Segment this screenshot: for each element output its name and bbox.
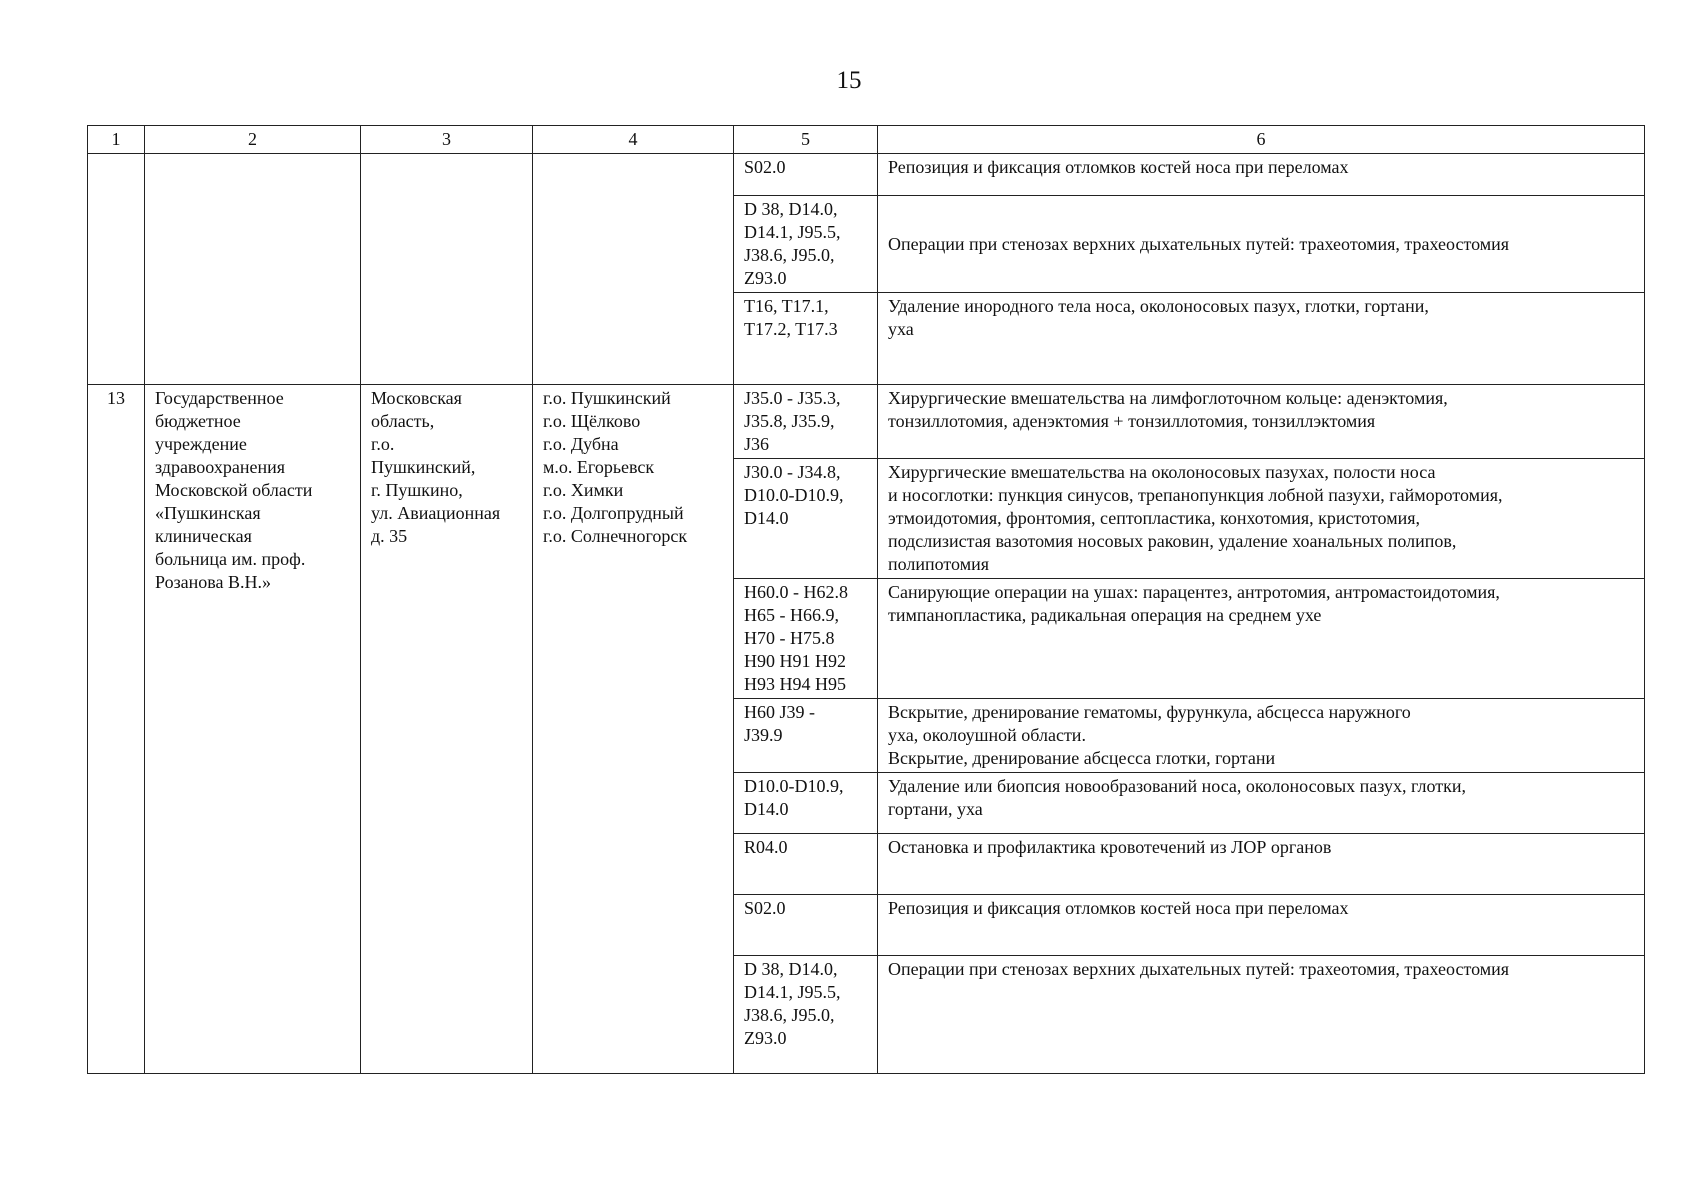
column-header: 4 — [533, 126, 734, 154]
column-header: 3 — [361, 126, 533, 154]
icd-codes-cell: S02.0 — [734, 895, 878, 956]
column-header: 5 — [734, 126, 878, 154]
empty-districts-cell — [533, 154, 734, 385]
page-number: 15 — [836, 67, 862, 94]
icd-codes-cell: D 38, D14.0, D14.1, J95.5, J38.6, J95.0, Z93.0 — [734, 956, 878, 1074]
table-row — [88, 154, 1645, 196]
empty-organization-cell — [145, 154, 361, 385]
entry-number-cell: 13 — [88, 385, 145, 1074]
address-cell: Московская область, г.о. Пушкинский, г. Пушкино, ул. Авиационная д. 35 — [361, 385, 533, 1074]
empty-address-cell — [361, 154, 533, 385]
procedure-cell: Вскрытие, дренирование гематомы, фурункула, абсцесса наружного уха, околоушной области. Вскрытие, дренирование абсцесса глотки, гортани — [878, 699, 1645, 773]
procedure-cell: Удаление или биопсия новообразований носа, околоносовых пазух, глотки, гортани, уха — [878, 773, 1645, 834]
procedure-cell: Удаление инородного тела носа, околоносовых пазух, глотки, гортани, уха — [878, 293, 1645, 385]
procedure-cell: Репозиция и фиксация отломков костей носа при переломах — [878, 895, 1645, 956]
districts-cell: г.о. Пушкинский г.о. Щёлково г.о. Дубна м.о. Егорьевск г.о. Химки г.о. Долгопрудный г.о. Солнечногорск — [533, 385, 734, 1074]
procedure-cell: Операции при стенозах верхних дыхательных путей: трахеотомия, трахеостомия — [878, 956, 1645, 1074]
column-header: 1 — [88, 126, 145, 154]
procedure-cell: Операции при стенозах верхних дыхательных путей: трахеотомия, трахеостомия — [878, 196, 1645, 293]
column-header: 6 — [878, 126, 1645, 154]
procedures-table — [87, 125, 1645, 1074]
icd-codes-cell: S02.0 — [734, 154, 878, 196]
icd-codes-cell: J35.0 - J35.3, J35.8, J35.9, J36 — [734, 385, 878, 459]
procedure-cell: Остановка и профилактика кровотечений из ЛОР органов — [878, 834, 1645, 895]
procedure-cell: Санирующие операции на ушах: парацентез, антротомия, антромастоидотомия, тимпанопластика, радикальная операция на среднем ухе — [878, 579, 1645, 699]
icd-codes-cell: J30.0 - J34.8, D10.0-D10.9, D14.0 — [734, 459, 878, 579]
procedure-cell: Хирургические вмешательства на лимфоглоточном кольце: аденэктомия, тонзиллотомия, аденэктомия + тонзиллотомия, тонзиллэктомия — [878, 385, 1645, 459]
icd-codes-cell: R04.0 — [734, 834, 878, 895]
table-row — [88, 385, 1645, 459]
icd-codes-cell: D10.0-D10.9, D14.0 — [734, 773, 878, 834]
column-header: 2 — [145, 126, 361, 154]
procedure-cell: Хирургические вмешательства на околоносовых пазухах, полости носа и носоглотки: пункция синусов, трепанопункция лобной пазухи, гайморотомия, этмоидотомия, фронтомия, септопластика, конхотомия, кристотомия, подслизистая вазотомия носовых раковин, удаление хоанальных полипов, полипотомия — [878, 459, 1645, 579]
icd-codes-cell: H60.0 - H62.8 H65 - H66.9, H70 - H75.8 H90 H91 H92 H93 H94 H95 — [734, 579, 878, 699]
procedure-cell: Репозиция и фиксация отломков костей носа при переломах — [878, 154, 1645, 196]
icd-codes-cell: D 38, D14.0, D14.1, J95.5, J38.6, J95.0, Z93.0 — [734, 196, 878, 293]
icd-codes-cell: H60 J39 - J39.9 — [734, 699, 878, 773]
icd-codes-cell: T16, T17.1, T17.2, T17.3 — [734, 293, 878, 385]
empty-number-cell — [88, 154, 145, 385]
table-header-row — [88, 126, 1645, 154]
organization-cell: Государственное бюджетное учреждение здравоохранения Московской области «Пушкинская клиническая больница им. проф. Розанова В.Н.» — [145, 385, 361, 1074]
